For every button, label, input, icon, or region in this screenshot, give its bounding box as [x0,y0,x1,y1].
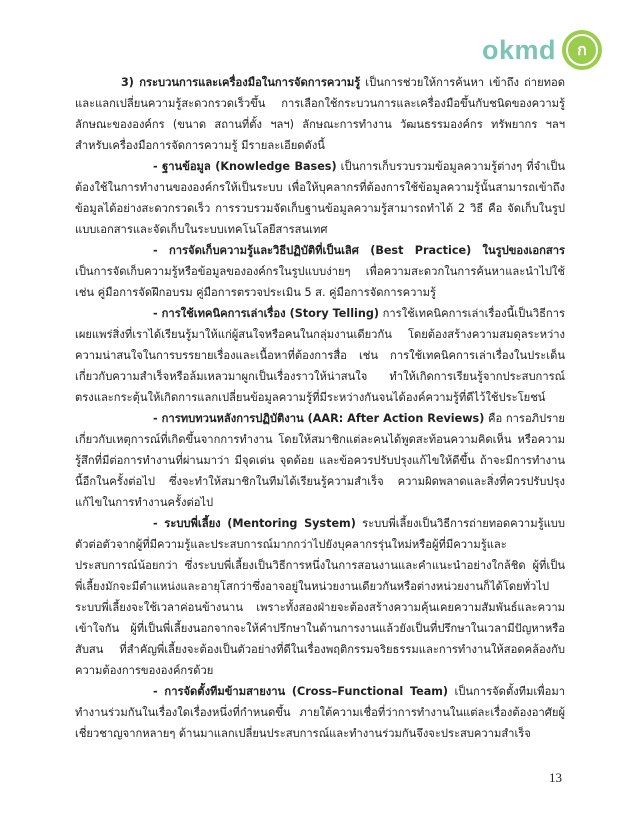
item-title: - การใช้เทคนิคการเล่าเรื่อง (Story Telling) [153,307,379,320]
list-item-mentoring-system [75,513,565,681]
item-title: - การจัดเก็บความรู้และวิธีปฏิบัติที่เป็นเลิศ (Best Practice) ในรูปของเอกสาร [153,244,565,257]
item-text: เป็นการจัดตั้งทีมเพื่อมาทำงานร่วมกันในเรื่องใดเรื่องหนึ่งที่กำหนดขึ้น ภายใต้ความเชื่อที่ว่าการทำงานในแต่ละเรื่องต้องอาศัยผู้เชี่ยวชาญจากหลายๆ ด้านมาแลกเปลี่ยนประสบการณ์และทำงานร่วมกันจึงจะประสบความสำเร็จ [75,685,565,740]
item-title: - การจัดตั้งทีมข้ามสายงาน (Cross–Functional Team) [153,685,449,698]
section-paragraph [75,72,565,156]
item-text: เป็นการจัดเก็บความรู้หรือข้อมูลขององค์กรในรูปแบบง่ายๆ เพื่อความสะดวกในการค้นหาและนำไปใช้ เช่น คู่มือการจัดฝึกอบรม คู่มือการตรวจประเมิน 5 ส. คู่มือการจัดการความรู้ [75,265,565,299]
logo-badge-icon [562,30,602,70]
item-title: - การทบทวนหลังการปฏิบัติงาน (AAR: After Action Reviews) [153,412,485,425]
list-item-story-telling [75,303,565,408]
item-text: เป็นการเก็บรวบรวมข้อมูลความรู้ต่างๆ ที่จำเป็นต้องใช้ในการทำงานขององค์กรให้เป็นระบบ เพื่อให้บุคลากรที่ต้องการใช้ข้อมูลความรู้นั้นสามารถเข้าถึงข้อมูลได้อย่างสะดวกรวดเร็ว การรวบรวมจัดเก็บฐานข้อมูลความรู้สามารถทำได้ 2 วิธี คือ จัดเก็บในรูปแบบเอกสารและจัดเก็บในระบบเทคโนโลยีสารสนเทศ [75,160,565,236]
item-text: การใช้เทคนิคการเล่าเรื่องนี้เป็นวิธีการเผยแพร่สิ่งที่เราได้เรียนรู้มาให้แก่ผู้สนใจหรือคนในกลุ่มงานเดียวกัน โดยต้องสร้างความสมดุลระหว่างความน่าสนใจในการบรรยายเรื่องและเนื้อหาที่ต้องการสื่อ เช่น การใช้เทคนิคการเล่าเรื่องในประเด็นเกี่ยวกับความสำเร็จหรือล้มเหลวมาผูกเป็นเรื่องราวให้น่าสนใจ ทำให้เกิดการเรียนรู้จากประสบการณ์ตรงและกระตุ้นให้เกิดการแลกเปลี่ยนข้อมูลความรู้ที่มีระหว่างกันจนได้องค์ความรู้ที่ดีไว้ใช้ประโยชน์ [75,307,566,404]
list-item-best-practice [75,240,565,303]
list-item-cross-functional-team [75,681,565,744]
item-title: - ระบบพี่เลี้ยง (Mentoring System) [153,517,356,530]
list-item-after-action-review [75,408,565,513]
logo-wordmark: okmd [481,34,556,65]
item-text: คือ การอภิปรายเกี่ยวกับเหตุการณ์ที่เกิดขึ้นจากการทำงาน โดยให้สมาชิกแต่ละคนได้พูดสะท้อนความคิดเห็น หรือความรู้สึกที่มีต่อการทำงานที่ผ่านมาว่า มีจุดเด่น จุดด้อย และข้อควรปรับปรุงแก้ไขให้ดีขึ้น ถ้าจะมีการทำงานนี้อีกในครั้งต่อไป ซึ่งจะทำให้สมาชิกในทีมได้เรียนรู้ความสำเร็จ ความผิดพลาดและสิ่งที่ควรปรับปรุงแก้ไขในการทำงานครั้งต่อไป [75,412,565,509]
item-title: - ฐานข้อมูล (Knowledge Bases) [153,160,337,173]
list-item-knowledge-bases [75,156,565,240]
document-body [75,72,565,744]
page-number: 13 [549,770,562,785]
section-heading: 3) กระบวนการและเครื่องมือในการจัดการความรู้ [121,76,361,89]
section-text: เป็นการช่วยให้การค้นหา เข้าถึง ถ่ายทอดและแลกเปลี่ยนความรู้สะดวกรวดเร็วขึ้น การเลือกใช้กระบวนการและเครื่องมือขึ้นกับชนิดของความรู้ ลักษณะขององค์กร (ขนาด สถานที่ตั้ง ฯลฯ) ลักษณะการทำงาน วัฒนธรรมองค์กร ทรัพยากร ฯลฯ สำหรับเครื่องมือการจัดการความรู้ มีรายละเอียดดังนี้ [75,76,565,152]
item-text: ระบบพี่เลี้ยงเป็นวิธีการถ่ายทอดความรู้แบบตัวต่อตัวจากผู้ที่มีความรู้และประสบการณ์มากกว่าไปยังบุคลากรรุ่นใหม่หรือผู้ที่มีความรู้และประสบการณ์น้อยกว่า ซึ่งระบบพี่เลี้ยงเป็นวิธีการหนึ่งในการสอนงานและคำแนะนำอย่างใกล้ชิด ผู้ที่เป็นพี่เลี้ยงมักจะมีตำแหน่งและอายุโสกว่าซึ่งอาจอยู่ในหน่วยงานเดียวกันหรือต่างหน่วยงานก็ได้โดยทั่วไประบบพี่เลี้ยงจะใช้เวลาค่อนข้างนาน เพราะทั้งสองฝ่ายจะต้องสร้างความคุ้นเคยความสัมพันธ์และความเข้าใจกัน ผู้ที่เป็นพี่เลี้ยงนอกจากจะให้คำปรึกษาในด้านการงานแล้วยังเป็นที่ปรึกษาในเวลามีปัญหาหรือสับสน ที่สำคัญพี่เลี้ยงจะต้องเป็นตัวอย่างที่ดีในเรื่องพฤติกรรมจริยธรรมและการทำงานให้สอดคล้องกับความต้องการขององค์กรด้วย [75,517,565,677]
okmd-logo [482,30,602,70]
logo-badge-letter: ก [577,39,587,59]
